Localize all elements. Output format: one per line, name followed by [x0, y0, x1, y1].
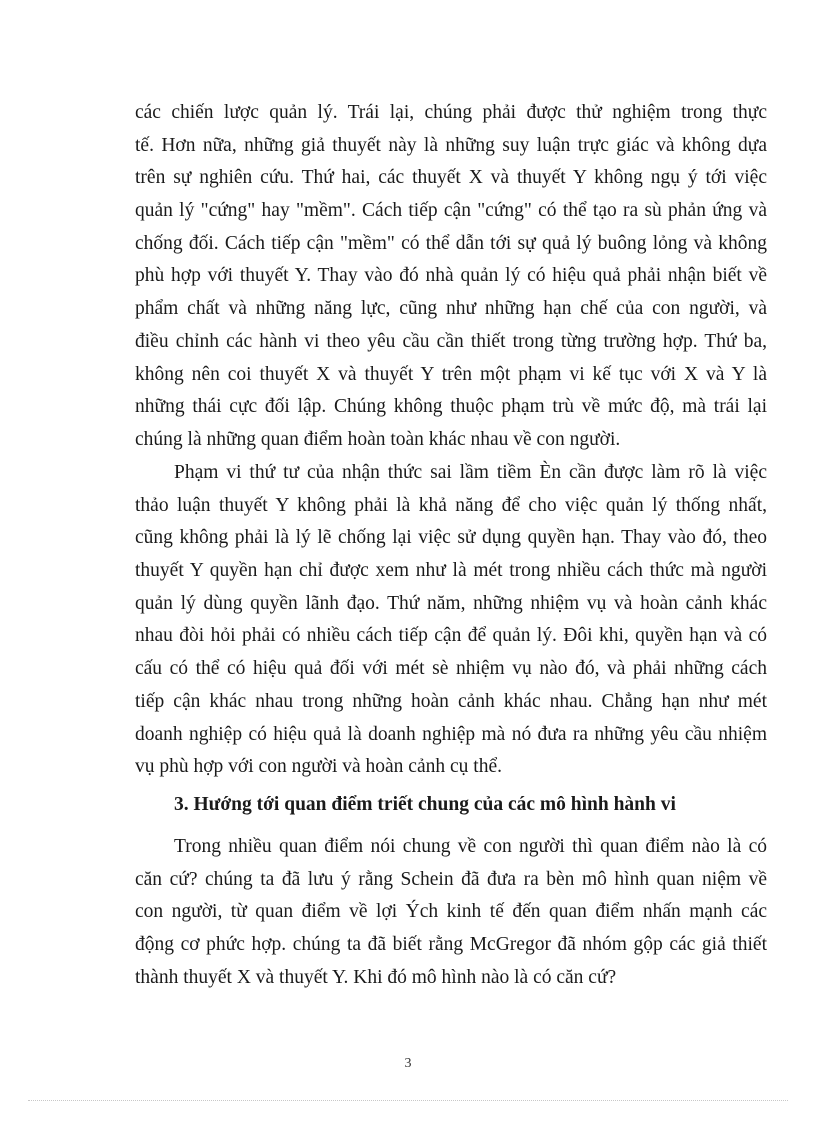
text-line: chúng là những quan điểm hoàn toàn khác nhau về con người.	[135, 428, 621, 450]
text-line: cấu có thể có hiệu quả đối với mét sè nhiệm vụ nào đó, và phải những cách	[135, 658, 767, 680]
text-line: nhau đòi hỏi phải có nhiều cách tiếp cận để quản lý. Đôi khi, quyền hạn và có	[135, 625, 767, 647]
text-line: tế. Hơn nữa, những giả thuyết này là những suy luận trực giác và không dựa	[135, 134, 767, 156]
text-line: phẩm chất và những năng lực, cũng như những hạn chế của con người, và	[135, 298, 767, 320]
text-line: thành thuyết X và thuyết Y. Khi đó mô hình nào là có căn cứ?	[135, 966, 617, 988]
footer-divider	[28, 1100, 788, 1101]
text-line: thuyết Y quyền hạn chỉ được xem như là mét trong nhiều cách thức mà người	[135, 560, 767, 582]
text-line: các chiến lược quản lý. Trái lại, chúng phải được thử nghiệm trong thực	[135, 102, 767, 123]
text-line: điều chỉnh các hành vi theo yêu cầu cần thiết trong từng trường hợp. Thứ ba,	[135, 330, 767, 352]
text-line: cũng không phải là lý lẽ chống lại việc sử dụng quyền hạn. Thay vào đó, theo	[135, 527, 767, 549]
text-line: những thái cực đối lập. Chúng không thuộc phạm trù về mức độ, mà trái lại	[135, 396, 767, 418]
paragraph-2	[135, 457, 767, 784]
paragraph-1	[135, 97, 767, 457]
text-line: quản lý "cứng" hay "mềm". Cách tiếp cận "cứng" có thể tạo ra sù phản ứng và	[135, 200, 767, 222]
text-line: trên sự nghiên cứu. Thứ hai, các thuyết X và thuyết Y không ngụ ý tới việc	[135, 167, 767, 189]
paragraph-3	[135, 831, 767, 994]
text-line: phù hợp với thuyết Y. Thay vào đó nhà quản lý có hiệu quả phải nhận biết về	[135, 265, 767, 287]
text-line: không nên coi thuyết X và thuyết Y trên một phạm vi kế tục với X và Y là	[135, 363, 767, 385]
text-line: tiếp cận khác nhau trong những hoàn cảnh khác nhau. Chẳng hạn như mét	[135, 690, 767, 712]
text-line: thảo luận thuyết Y không phải là khả năng để cho việc quản lý thống nhất,	[135, 494, 767, 516]
text-line: con người, từ quan điểm về lợi Ých kinh tế đến quan điểm nhấn mạnh các	[135, 901, 767, 923]
text-line: Phạm vi thứ tư của nhận thức sai lầm tiềm Èn cần được làm rõ là việc	[174, 462, 767, 483]
section-heading: 3. Hướng tới quan điểm triết chung của các mô hình hành vi	[174, 794, 676, 815]
text-line: vụ phù hợp với con người và hoàn cảnh cụ thể.	[135, 756, 502, 778]
page-number: 3	[404, 1056, 412, 1071]
text-line: căn cứ? chúng ta đã lưu ý rằng Schein đã đưa ra bèn mô hình quan niệm về	[135, 868, 767, 890]
text-line: quản lý dùng quyền lãnh đạo. Thứ năm, những nhiệm vụ và hoàn cảnh khác	[135, 592, 767, 614]
text-line: động cơ phức hợp. chúng ta đã biết rằng McGregor đã nhóm gộp các giả thiết	[135, 934, 767, 956]
text-line: doanh nghiệp có hiệu quả là doanh nghiệp mà nó đưa ra những yêu cầu nhiệm	[135, 723, 767, 745]
text-line: chống đối. Cách tiếp cận "mềm" có thể dẫn tới sự quả lý buông lỏng và không	[135, 232, 767, 254]
text-line: Trong nhiều quan điểm nói chung về con người thì quan điểm nào là có	[174, 836, 767, 857]
